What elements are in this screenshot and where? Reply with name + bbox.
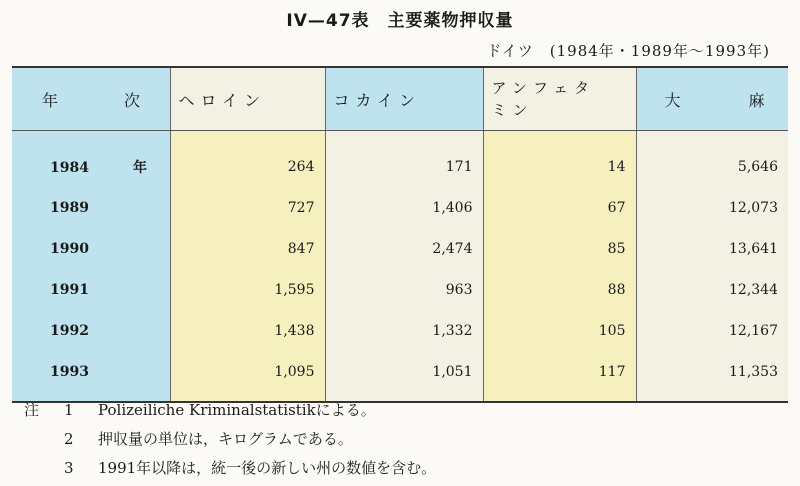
table-row — [12, 310, 788, 351]
cannabis-cell: 12,167 — [636, 310, 788, 351]
note-item — [24, 425, 436, 454]
table-row — [12, 351, 788, 402]
cannabis-cell: 13,641 — [636, 228, 788, 269]
heroin-cell: 847 — [170, 228, 325, 269]
cannabis-header: 大 麻 — [636, 67, 788, 131]
note-text: 押収量の単位は，キログラムである。 — [98, 430, 353, 448]
cannabis-cell: 11,353 — [636, 351, 788, 402]
amphetamine-header: アンフェタ ミン — [483, 67, 636, 131]
note-number: 3 — [64, 459, 74, 477]
seizure-table — [12, 66, 788, 403]
cannabis-cell: 12,073 — [636, 187, 788, 228]
amphetamine-cell: 88 — [483, 269, 636, 310]
cannabis-cell: 12,344 — [636, 269, 788, 310]
year-cell: 1990 — [12, 228, 170, 269]
cocaine-cell: 2,474 — [325, 228, 483, 269]
note-item — [24, 454, 436, 483]
table-row — [12, 269, 788, 310]
note-number: 2 — [64, 430, 74, 448]
table-row — [12, 187, 788, 228]
year-cell: 1989 — [12, 187, 170, 228]
heroin-cell: 1,095 — [170, 351, 325, 402]
cocaine-cell: 171 — [325, 131, 483, 188]
cocaine-cell: 1,406 — [325, 187, 483, 228]
cocaine-cell: 1,051 — [325, 351, 483, 402]
heroin-cell: 1,438 — [170, 310, 325, 351]
heroin-cell: 1,595 — [170, 269, 325, 310]
note-number: 1 — [64, 401, 74, 419]
note-text: Polizeiliche Kriminalstatistikによる。 — [98, 401, 376, 419]
cocaine-cell: 963 — [325, 269, 483, 310]
heroin-cell: 264 — [170, 131, 325, 188]
table-row — [12, 131, 788, 188]
cannabis-cell: 5,646 — [636, 131, 788, 188]
amphetamine-cell: 117 — [483, 351, 636, 402]
table-row — [12, 228, 788, 269]
amphetamine-cell: 105 — [483, 310, 636, 351]
notes — [24, 396, 436, 483]
header-row — [12, 67, 788, 131]
amphetamine-cell: 85 — [483, 228, 636, 269]
amphetamine-cell: 67 — [483, 187, 636, 228]
amphetamine-cell: 14 — [483, 131, 636, 188]
cocaine-cell: 1,332 — [325, 310, 483, 351]
year-cell: 1993 — [12, 351, 170, 402]
table-title: IV—47表 主要薬物押収量 — [286, 11, 514, 31]
cocaine-header: コカイン — [325, 67, 483, 131]
year-header: 年 次 — [12, 67, 170, 131]
year-cell: 1984 年 — [12, 131, 170, 188]
year-cell: 1991 — [12, 269, 170, 310]
notes-label: 注 — [24, 401, 40, 419]
note-text: 1991年以降は，統一後の新しい州の数値を含む。 — [98, 459, 437, 477]
table-subtitle: ドイツ (1984年・1989年〜1993年) — [486, 42, 770, 60]
note-item — [24, 396, 436, 425]
heroin-cell: 727 — [170, 187, 325, 228]
year-cell: 1992 — [12, 310, 170, 351]
heroin-header: ヘロイン — [170, 67, 325, 131]
